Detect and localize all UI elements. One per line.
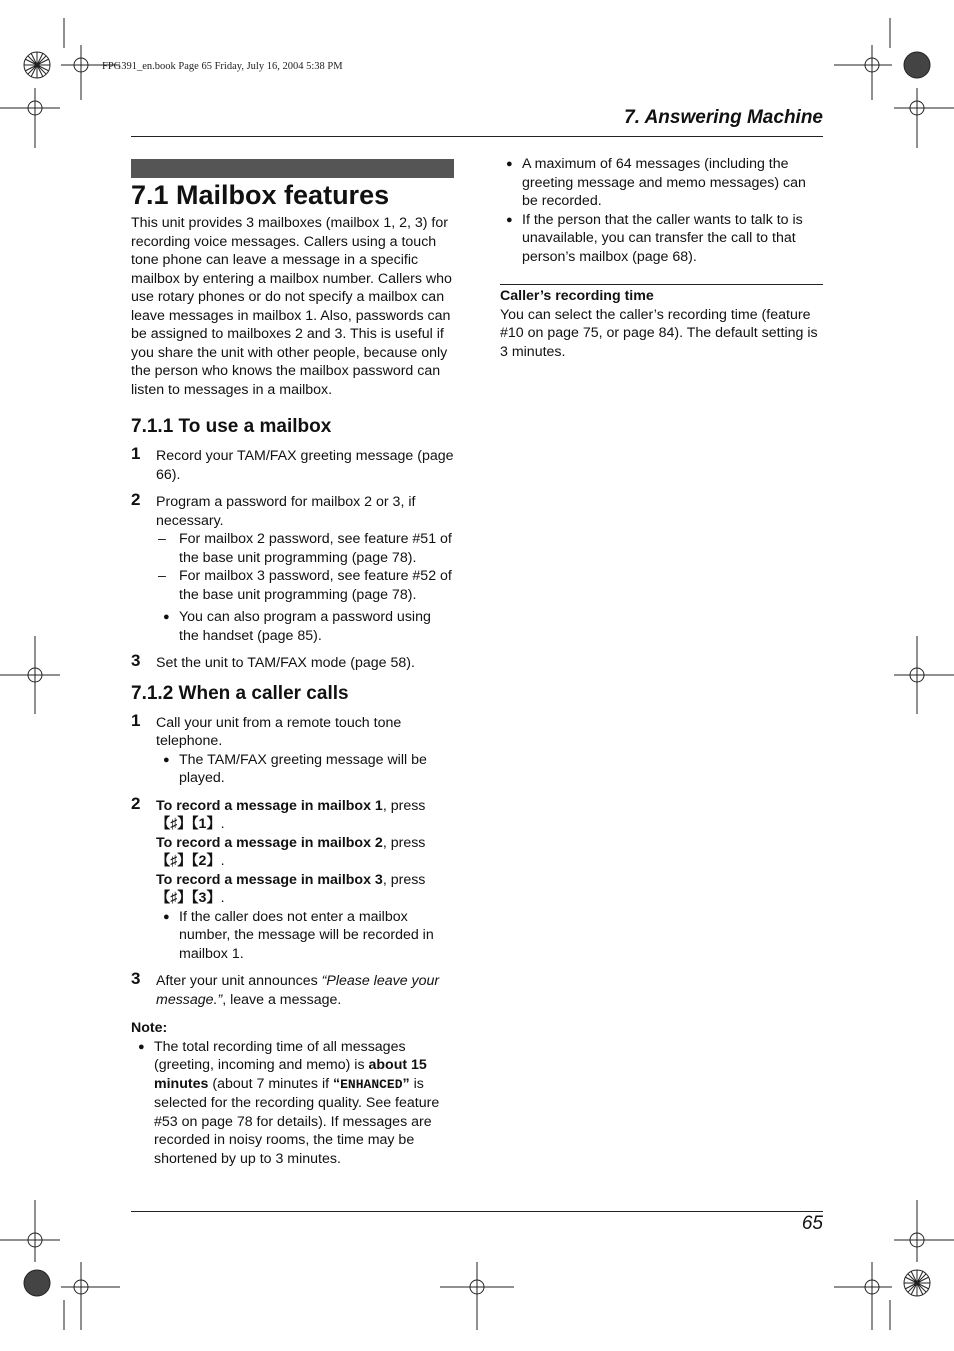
key-sequence: 【♯】【1】 [156,816,221,832]
record-mailbox-1 [156,797,454,834]
period: . [220,816,225,832]
quote-open: “ [333,1075,341,1092]
starburst-mark-bottom-left [24,1270,50,1296]
bullet-icon: ● [506,158,513,170]
step-text-part: , leave a message. [222,991,342,1008]
file-info: FPG391_en.book Page 65 Friday, July 16, 2004 5:38 PM [102,61,343,72]
period: . [220,853,225,869]
step-text: Program a password for mailbox 2 or 3, if necessary. [156,494,416,529]
step-text: Record your TAM/FAX greeting message (page 66). [156,448,454,483]
dash-text: For mailbox 3 password, see feature #52 of the base unit programming (page 78). [179,568,452,603]
step-number: 3 [131,651,141,670]
starburst-mark-top-left [24,52,50,78]
dash-text: For mailbox 2 password, see feature #51 of the base unit programming (page 78). [179,531,452,566]
subsection-title-use-mailbox: 7.1.1 To use a mailbox [131,416,332,437]
record-rest: , press [382,871,426,888]
bullet-item [156,608,454,645]
starburst-mark-top-right [904,52,930,78]
dash-item [156,567,454,604]
bullet-text: You can also program a password using the handset (page 85). [179,609,431,644]
note-text-part: is selected for the recording quality. See feature #53 on page 78 for details). If messages are recorded in noisy rooms, the time may be shortened by up to 3 minutes. [154,1075,440,1167]
recording-time-text: You can select the caller’s recording time (feature #10 on page 75, or page 84). The default setting is 3 minutes. [500,306,818,360]
note-text [154,1038,454,1169]
step-text: Call your unit from a remote touch tone telephone. [156,714,402,749]
bullet-item [500,211,823,267]
chapter-header: 7. Answering Machine [624,107,823,128]
subsection-title-caller-calls: 7.1.2 When a caller calls [131,682,349,704]
step-text-part: After your unit announces [156,973,322,989]
step-number: 1 [131,444,141,463]
bullet-text: If the person that the caller wants to talk to is unavailable, you can transfer the call to that person’s mailbox (page 68). [522,211,803,265]
header-rule [131,136,823,137]
note-bold: about 15 minutes [154,1057,427,1092]
page-title: 7.1 Mailbox features [131,180,390,210]
step-1 [131,710,454,788]
step-text [156,972,454,1009]
bullet-item [500,155,823,211]
record-rest: , press [382,797,426,814]
step-number: 2 [131,793,141,813]
note-text-part: The total recording time of all messages (greeting, incoming and memo) is [154,1038,406,1073]
bullet-icon: ● [163,611,170,623]
record-label: To record a message in mailbox 3 [156,871,383,888]
bullet-icon: ● [163,753,170,766]
record-rest: , press [382,834,426,851]
step-2 [131,793,454,964]
bullet-icon: ● [506,213,513,226]
step-2 [131,490,454,645]
key-sequence: 【♯】【3】 [156,890,221,906]
dash-mark: – [158,568,166,584]
bullet-text: A maximum of 64 messages (including the greeting message and memo messages) can be recorded. [522,156,806,209]
step-3 [131,969,454,1009]
footer-rule [131,1211,823,1212]
step-3 [131,651,454,673]
quote-close: ” [402,1075,410,1092]
intro-paragraph: This unit provides 3 mailboxes (mailbox 1, 2, 3) for recording voice messages. Callers using a touch tone phone can leave a message in a specific mailbox by entering a mailbox number. Callers who use rotary phones or do not specify a mailbox can leave messages in mailbox 1. Also, passwords can be assigned to mailboxes 2 and 3. This is useful if you share the unit with other people, because only the person who knows the mailbox password can listen to messages in a mailbox. [131,215,452,398]
bullet-text: The TAM/FAX greeting message will be played. [179,751,427,786]
step-text: Set the unit to TAM/FAX mode (page 58). [156,655,415,671]
note-label: Note: [131,1020,168,1036]
record-mailbox-2 [156,834,454,871]
bullet-text: If the caller does not enter a mailbox number, the message will be recorded in mailbox 1. [179,908,434,962]
enhanced-label: ENHANCED [340,1076,403,1092]
recording-time-heading: Caller’s recording time [500,288,654,304]
dash-mark: – [158,531,166,547]
step-number: 3 [131,969,141,988]
section-title-bar [131,159,454,178]
page-number: 65 [801,1213,823,1234]
bullet-item [156,751,454,788]
starburst-mark-bottom-right [904,1270,930,1296]
step-number: 1 [131,710,141,730]
announcement-text: “Please leave your message.” [156,973,440,1008]
record-label: To record a message in mailbox 2 [156,834,383,851]
left-column [131,214,454,1168]
note-text-part: (about 7 minutes if [208,1075,334,1092]
dash-item [156,530,454,567]
bullet-icon: ● [138,1040,145,1053]
bullet-icon: ● [163,910,170,923]
key-sequence: 【♯】【2】 [156,853,221,869]
note-bullet [131,1038,454,1169]
recording-time-block [500,287,823,361]
period: . [220,890,225,906]
right-column [500,155,823,266]
right-divider [500,284,823,285]
record-mailbox-3 [156,871,454,908]
record-label: To record a message in mailbox 1 [156,797,383,814]
step-1 [131,444,454,484]
step-number: 2 [131,490,141,509]
bullet-item [156,908,454,964]
